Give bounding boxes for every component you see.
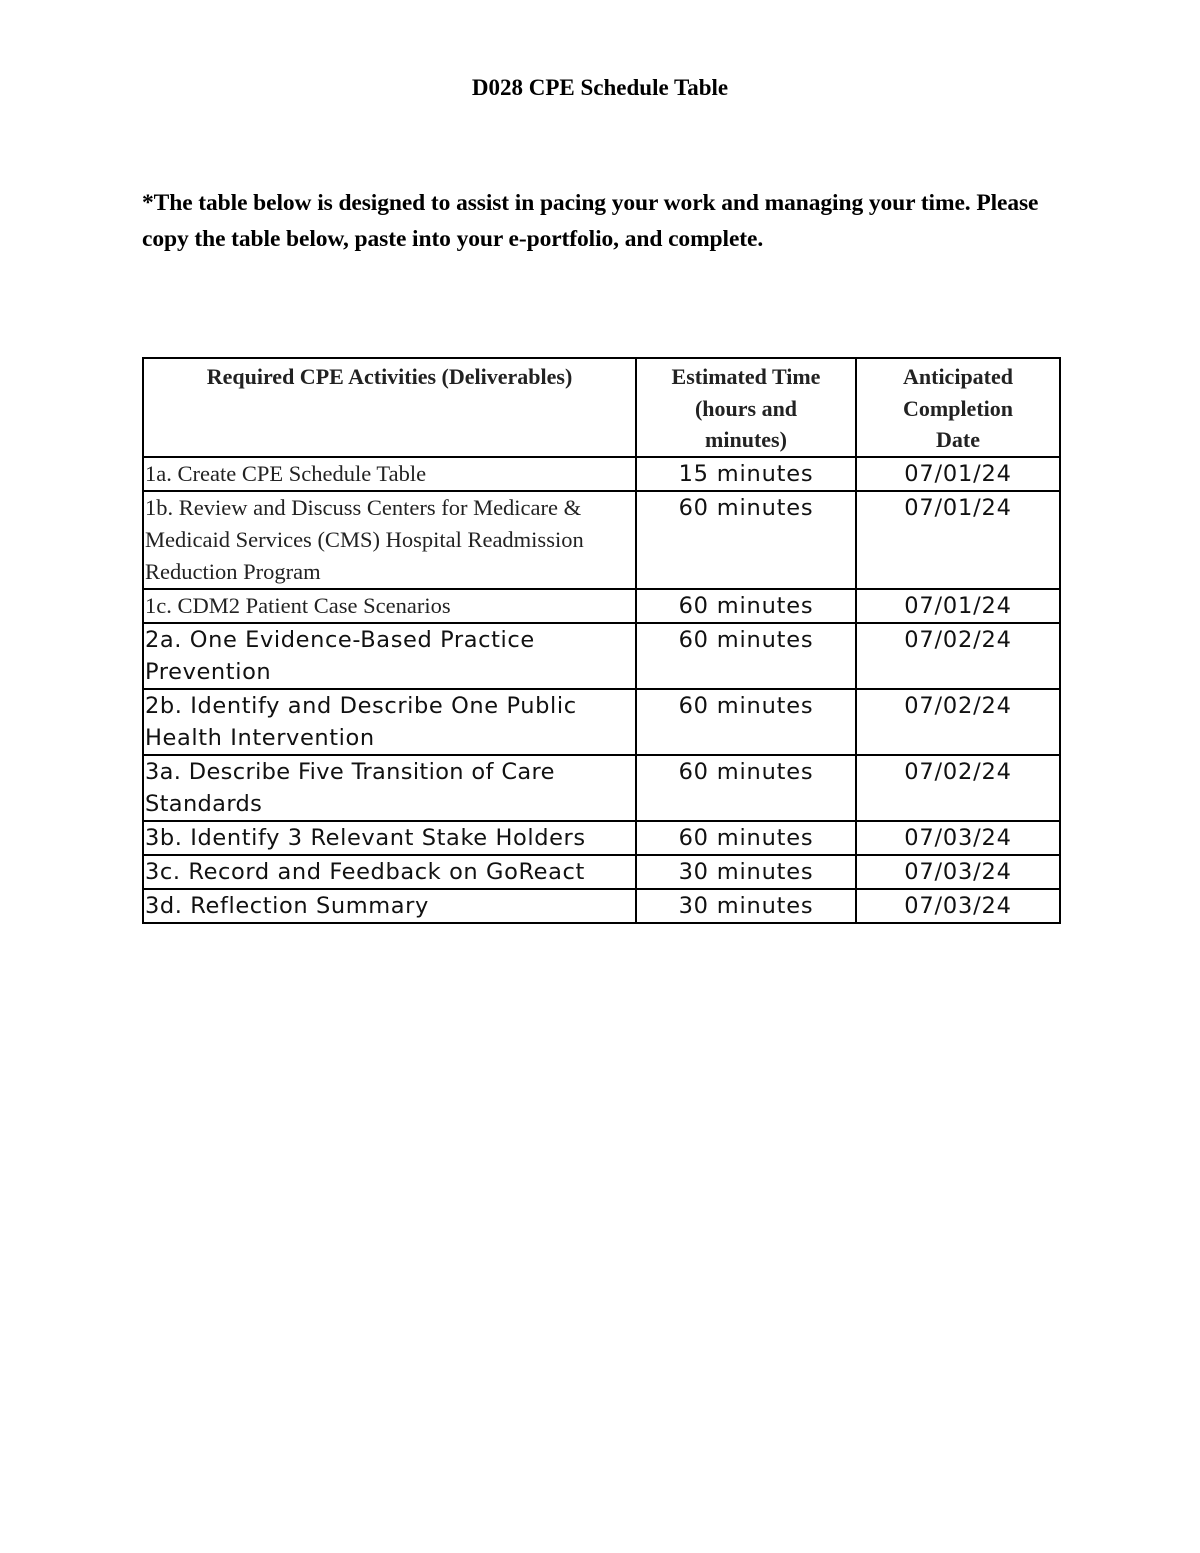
date-cell: 07/02/24 [856,755,1060,821]
date-cell: 07/02/24 [856,689,1060,755]
header-activities-label: Required CPE Activities (Deliverables) [206,364,573,389]
activity-cell: 3d. Reflection Summary [143,889,636,923]
time-cell: 15 minutes [636,457,856,491]
header-date-line: Completion [903,395,1013,421]
table-row [143,623,1060,689]
activity-cell: 3c. Record and Feedback on GoReact [143,855,636,889]
time-cell: 60 minutes [636,689,856,755]
table-row [143,457,1060,491]
time-cell: 30 minutes [636,855,856,889]
activity-cell: 3b. Identify 3 Relevant Stake Holders [143,821,636,855]
table-row [143,689,1060,755]
header-date-line: Date [936,427,980,452]
date-cell: 07/01/24 [856,457,1060,491]
header-time-line: (hours and [694,395,798,421]
time-cell: 60 minutes [636,623,856,689]
time-cell: 30 minutes [636,889,856,923]
activity-cell: 2a. One Evidence-Based Practice Prevention [143,623,636,689]
date-cell: 07/01/24 [856,589,1060,623]
activity-cell: 3a. Describe Five Transition of Care Standards [143,755,636,821]
activity-cell: 1b. Review and Discuss Centers for Medicare & Medicaid Services (CMS) Hospital Readmission Reduction Program [143,491,636,589]
header-activities [143,358,636,457]
header-date-line: Anticipated [903,364,1013,389]
time-cell: 60 minutes [636,491,856,589]
header-time-line: Estimated Time [671,364,821,389]
header-time-line: minutes) [705,427,787,452]
document-title: D028 CPE Schedule Table [471,75,729,100]
header-completion-date [856,358,1060,457]
table-header-row [143,358,1060,457]
date-cell: 07/03/24 [856,889,1060,923]
intro-instructions: *The table below is designed to assist in pacing your work and managing your time. Please copy the table below, paste into your e-portfolio, and complete. [142,190,1039,252]
table-row [143,589,1060,623]
date-cell: 07/01/24 [856,491,1060,589]
activity-cell: 1a. Create CPE Schedule Table [143,457,636,491]
table-row [143,889,1060,923]
table-row [143,491,1060,589]
table-row [143,855,1060,889]
time-cell: 60 minutes [636,755,856,821]
time-cell: 60 minutes [636,821,856,855]
cpe-schedule-table [142,357,1061,924]
time-cell: 60 minutes [636,589,856,623]
table-row [143,821,1060,855]
activity-cell: 1c. CDM2 Patient Case Scenarios [143,589,636,623]
table-row [143,755,1060,821]
date-cell: 07/02/24 [856,623,1060,689]
header-estimated-time [636,358,856,457]
date-cell: 07/03/24 [856,821,1060,855]
date-cell: 07/03/24 [856,855,1060,889]
activity-cell: 2b. Identify and Describe One Public Health Intervention [143,689,636,755]
